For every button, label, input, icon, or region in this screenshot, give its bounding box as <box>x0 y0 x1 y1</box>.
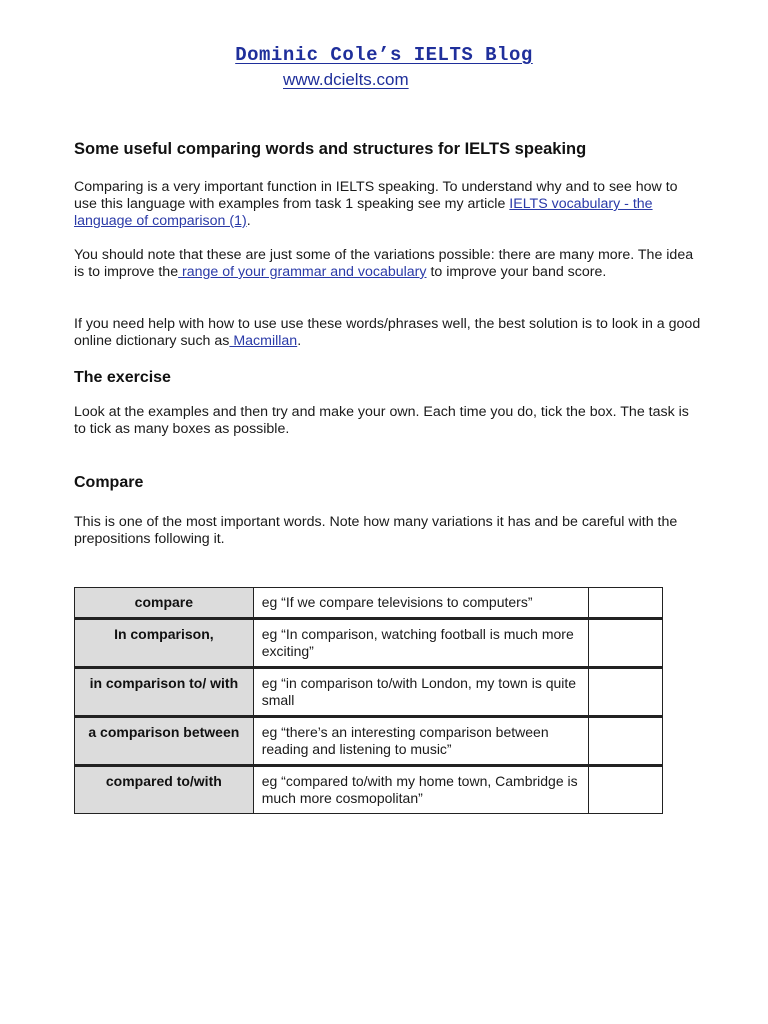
tick-box[interactable] <box>589 766 663 814</box>
blog-title: Dominic Cole’s IELTS Blog <box>235 44 533 66</box>
example-cell: eg “In comparison, watching football is much more exciting” <box>253 619 588 668</box>
dictionary-text: If you need help with how to use use these words/phrases well, the best solution is to look in a good online dictionary such as <box>74 316 701 349</box>
intro-paragraph <box>74 179 704 230</box>
vocabulary-table <box>74 587 663 814</box>
example-cell: eg “in comparison to/with London, my town is quite small <box>253 668 588 717</box>
compare-heading: Compare <box>74 474 144 491</box>
blog-url-link[interactable]: www.dcielts.com <box>283 70 409 89</box>
intro-end: . <box>246 213 251 229</box>
term-cell: In comparison, <box>75 619 254 668</box>
table-row <box>75 588 663 619</box>
table-row <box>75 619 663 668</box>
table-row <box>75 717 663 766</box>
dictionary-end: . <box>297 333 302 349</box>
compare-paragraph: This is one of the most important words. Note how many variations it has and be careful with the prepositions following it. <box>74 514 678 547</box>
tick-box[interactable] <box>589 619 663 668</box>
tick-box[interactable] <box>589 668 663 717</box>
table-row <box>75 766 663 814</box>
example-cell: eg “compared to/with my home town, Cambridge is much more cosmopolitan” <box>253 766 588 814</box>
macmillan-link[interactable]: Macmillan <box>229 333 298 349</box>
exercise-paragraph: Look at the examples and then try and make your own. Each time you do, tick the box. The task is to tick as many boxes as possible. <box>74 404 689 437</box>
range-grammar-link[interactable]: range of your grammar and vocabulary <box>178 264 427 280</box>
variations-text: You should note that these are just some of the variations possible: there are many more. The idea is to improve the <box>74 247 694 280</box>
variations-end: to improve your band score. <box>426 264 607 280</box>
term-cell: compared to/with <box>75 766 254 814</box>
intro-text: Comparing is a very important function in IELTS speaking. To understand why and to see how to use this language with examples from task 1 speaking see my article <box>74 179 678 212</box>
example-cell: eg “If we compare televisions to computers” <box>253 588 588 619</box>
tick-box[interactable] <box>589 588 663 619</box>
variations-paragraph <box>74 247 704 281</box>
term-cell: a comparison between <box>75 717 254 766</box>
example-cell: eg “there’s an interesting comparison between reading and listening to music” <box>253 717 588 766</box>
exercise-heading: The exercise <box>74 369 171 386</box>
tick-box[interactable] <box>589 717 663 766</box>
term-cell: in comparison to/ with <box>75 668 254 717</box>
page-title: Some useful comparing words and structures for IELTS speaking <box>74 140 587 158</box>
article-link[interactable]: IELTS vocabulary - the language of comparison (1) <box>74 196 653 229</box>
term-cell: compare <box>75 588 254 619</box>
table-row <box>75 668 663 717</box>
dictionary-paragraph <box>74 316 704 350</box>
